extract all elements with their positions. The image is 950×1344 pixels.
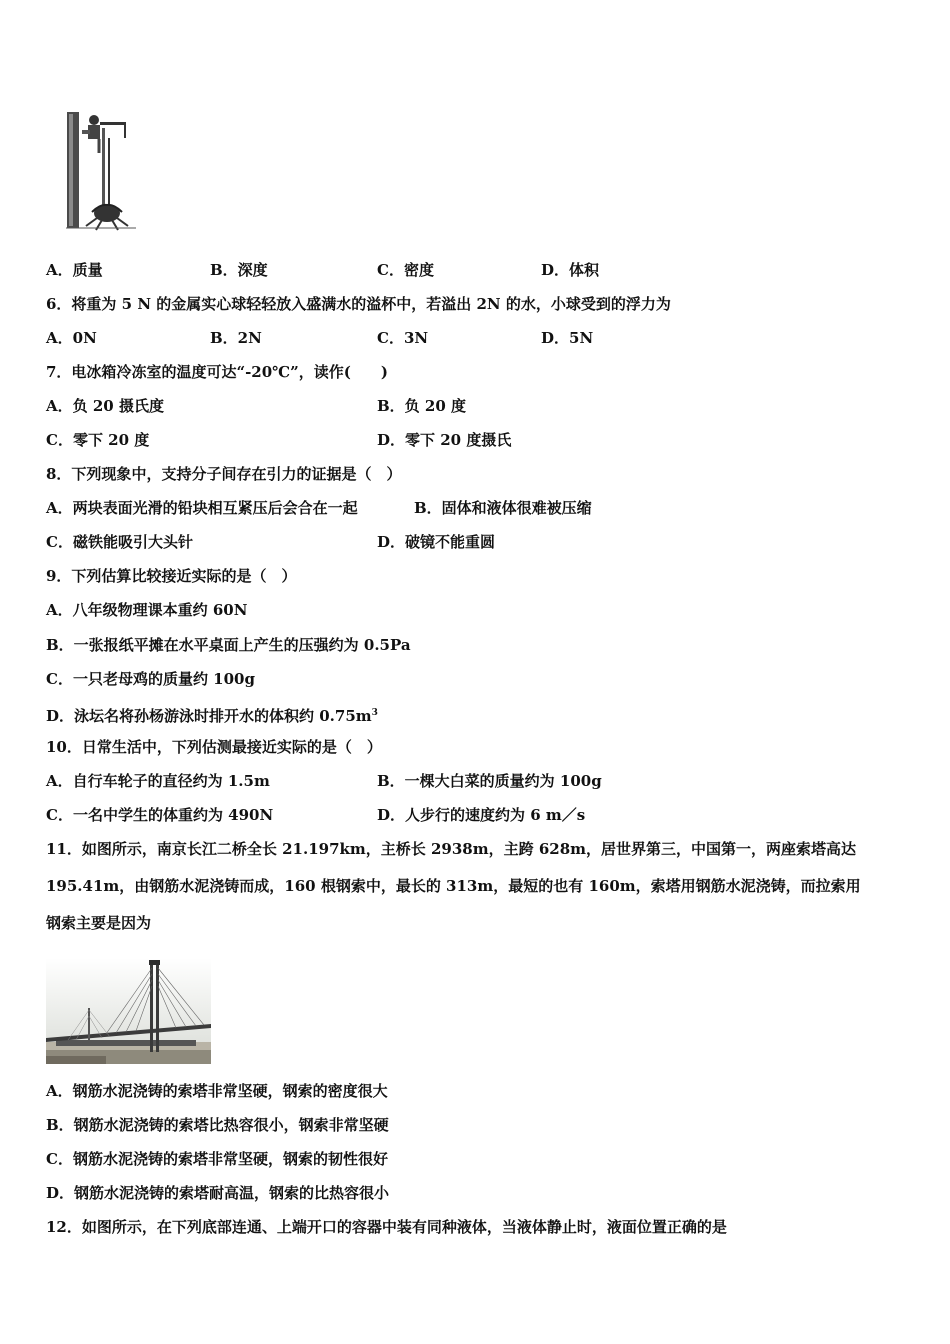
q11-option-d[interactable]: D．钢筋水泥浇铸的索塔耐高温，钢索的比热容很小	[46, 1184, 390, 1202]
q6-option-a[interactable]: A．0N	[46, 329, 97, 347]
q7-option-b[interactable]: B．负 20 度	[377, 397, 466, 415]
q10-option-c[interactable]: C．一名中学生的体重约为 490N	[46, 806, 274, 824]
q10-option-d[interactable]: D．人步行的速度约为 6 m／s	[377, 806, 586, 824]
q9-option-d-superscript: 3	[371, 708, 378, 718]
q9-option-d[interactable]	[46, 703, 378, 726]
q8-option-a[interactable]: A．两块表面光滑的铅块相互紧压后会合在一起	[46, 499, 358, 517]
q7-stem: 7．电冰箱冷冻室的温度可达“-20℃”，读作( )	[46, 363, 388, 381]
q6-option-d[interactable]: D．5N	[541, 329, 594, 347]
q11-stem-line-3: 钢索主要是因为	[46, 914, 152, 932]
q5-option-a[interactable]: A．质量	[46, 261, 103, 279]
q9-option-c[interactable]: C．一只老母鸡的质量约 100g	[46, 670, 255, 688]
bridge-photo	[46, 958, 211, 1064]
q11-option-c[interactable]: C．钢筋水泥浇铸的索塔非常坚硬，钢索的韧性很好	[46, 1150, 388, 1168]
q8-option-b[interactable]: B．固体和液体很难被压缩	[414, 499, 592, 517]
q9-option-a[interactable]: A．八年级物理课本重约 60N	[46, 601, 248, 619]
q11-option-b[interactable]: B．钢筋水泥浇铸的索塔比热容很小，钢索非常坚硬	[46, 1116, 389, 1134]
q5-option-c[interactable]: C．密度	[377, 261, 434, 279]
q9-option-d-text: D．泳坛名将孙杨游泳时排开水的体积约 0.75m	[46, 707, 372, 725]
q11-stem-line-1: 11．如图所示，南京长江二桥全长 21.197km，主桥长 2938m，主跨 628m，居世界第三，中国第一，两座索塔高达	[46, 840, 857, 858]
q7-option-c[interactable]: C．零下 20 度	[46, 431, 150, 449]
diver-pressure-figure	[62, 108, 142, 234]
q7-option-a[interactable]: A．负 20 摄氏度	[46, 397, 164, 415]
q5-option-d[interactable]: D．体积	[541, 261, 600, 279]
q5-option-b[interactable]: B．深度	[210, 261, 268, 279]
q8-stem: 8．下列现象中，支持分子间存在引力的证据是（ ）	[46, 465, 402, 483]
q11-option-a[interactable]: A．钢筋水泥浇铸的索塔非常坚硬，钢索的密度很大	[46, 1082, 388, 1100]
q9-option-b[interactable]: B．一张报纸平摊在水平桌面上产生的压强约为 0.5Pa	[46, 636, 411, 654]
q10-option-a[interactable]: A．自行车轮子的直径约为 1.5m	[46, 772, 270, 790]
q12-stem: 12．如图所示，在下列底部连通、上端开口的容器中装有同种液体，当液体静止时，液面位置正确的是	[46, 1218, 727, 1236]
q9-stem: 9．下列估算比较接近实际的是（ ）	[46, 567, 297, 585]
q8-option-d[interactable]: D．破镜不能重圆	[377, 533, 496, 551]
q8-option-c[interactable]: C．磁铁能吸引大头针	[46, 533, 193, 551]
q11-stem-line-2: 195.41m，由钢筋水泥浇铸而成，160 根钢索中，最长的 313m，最短的也有 160m，索塔用钢筋水泥浇铸，而拉索用	[46, 877, 861, 895]
q6-stem: 6．将重为 5 N 的金属实心球轻轻放入盛满水的溢杯中，若溢出 2N 的水，小球受到的浮力为	[46, 295, 671, 313]
q6-option-b[interactable]: B．2N	[210, 329, 262, 347]
q7-option-d[interactable]: D．零下 20 度摄氏	[377, 431, 512, 449]
q10-option-b[interactable]: B．一棵大白菜的质量约为 100g	[377, 772, 602, 790]
q10-stem: 10．日常生活中，下列估测最接近实际的是（ ）	[46, 738, 382, 756]
q6-option-c[interactable]: C．3N	[377, 329, 429, 347]
